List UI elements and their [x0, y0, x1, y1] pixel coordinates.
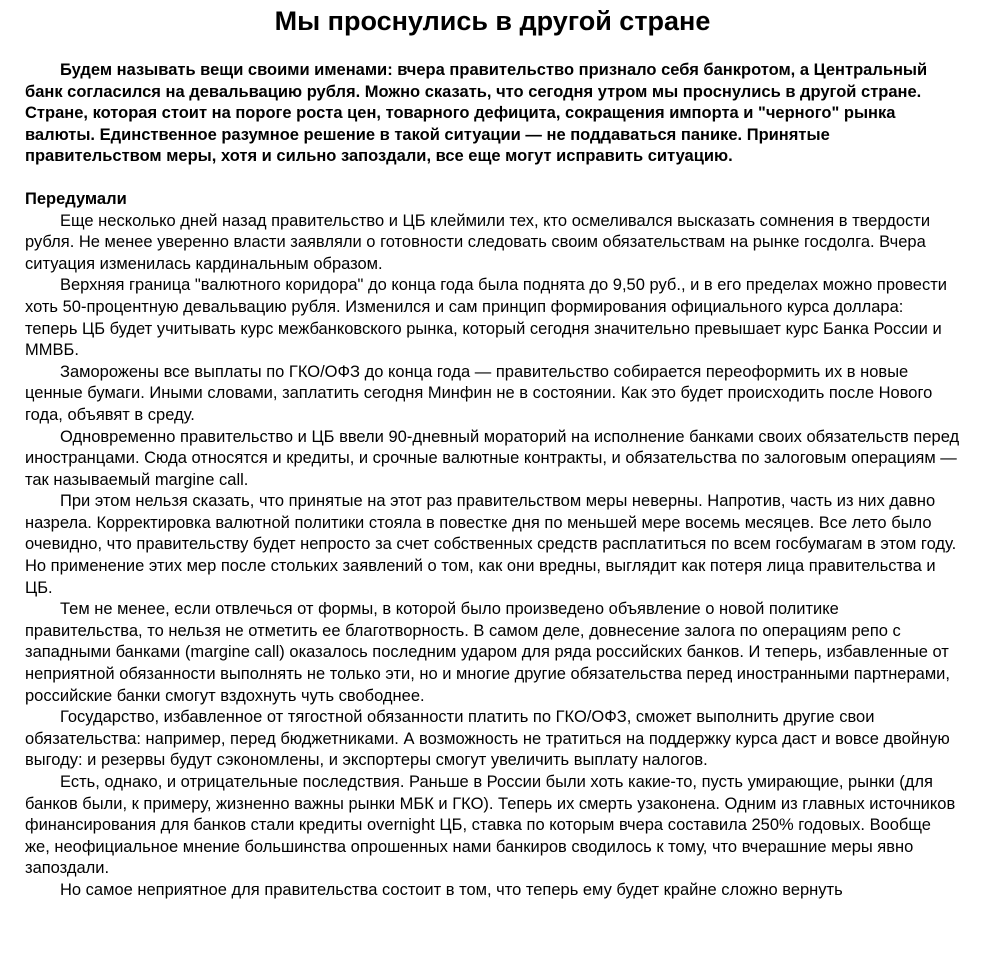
paragraph: Заморожены все выплаты по ГКО/ОФЗ до конца года — правительство собирается переоформить их в новые ценные бумаги. Иными словами, заплатить сегодня Минфин не в состоянии. Как это будет происходить после Нового года, объявят в среду.	[25, 362, 933, 424]
paragraph: Есть, однако, и отрицательные последствия. Раньше в России были хоть какие-то, пусть умирающие, рынки (для банков были, к примеру, жизненно важны рынки МБК и ГКО). Теперь их смерть узаконена. Одним из главных источников финансирования для банков стали кредиты overnight ЦБ, ставка по которым вчера составила 250% годовых. Вообще же, неофициальное мнение большинства опрошенных нами банкиров сводилось к тому, что вчерашние меры явно запоздали.	[25, 773, 956, 878]
paragraph: Тем не менее, если отвлечься от формы, в которой было произведено объявление о новой политике правительства, то нельзя не отметить ее благотворность. В самом деле, довнесение залога по операциям репо с западными банками (margine call) оказалось последним ударом для ряда российских банков. И теперь, избавленные от неприятной обязанности выполнять не только эти, но и многие другие обязательства перед иностранными партнерами, российские банки смогут вздохнуть чуть свободнее.	[25, 600, 950, 705]
page-title: Мы проснулись в другой стране	[274, 6, 711, 36]
paragraph: Верхняя граница "валютного коридора" до конца года была поднята до 9,50 руб., и в его пределах можно провести хоть 50-процентную девальвацию рубля. Изменился и сам принцип формирования официального курса доллара: теперь ЦБ будет учитывать курс межбанковского рынка, который сегодня значительно превышает курс Банка России и ММВБ.	[25, 276, 947, 360]
section-heading: Передумали	[25, 189, 127, 208]
article	[25, 0, 960, 902]
paragraph: Еще несколько дней назад правительство и ЦБ клеймили тех, кто осмеливался высказать сомнения в твердости рубля. Не менее уверенно власти заявляли о готовности следовать своим обязательствам на рынке госдолга. Вчера ситуация изменилась кардинальным образом.	[25, 211, 931, 273]
article-lead: Будем называть вещи своими именами: вчера правительство признало себя банкротом, а Центральный банк согласился на девальвацию рубля. Можно сказать, что сегодня утром мы проснулись в другой стране. Стране, которая стоит на пороге роста цен, товарного дефицита, сокращения импорта и "черного" рынка валюты. Единственное разумное решение в такой ситуации — не поддаваться панике. Принятые правительством меры, хотя и сильно запоздали, все еще могут исправить ситуацию.	[25, 61, 928, 166]
paragraph: Государство, избавленное от тягостной обязанности платить по ГКО/ОФЗ, сможет выполнить другие свои обязательства: например, перед бюджетниками. А возможность не тратиться на поддержку курса даст и вовсе двойную выгоду: и резервы будут сэкономлены, и экспортеры смогут увеличить выплату налогов.	[25, 708, 950, 770]
paragraph: Но самое неприятное для правительства состоит в том, что теперь ему будет крайне сложно вернуть	[60, 880, 843, 899]
paragraph: При этом нельзя сказать, что принятые на этот раз правительством меры неверны. Напротив, часть из них давно назрела. Корректировка валютной политики стояла в повестке дня по меньшей мере восемь месяцев. Все лето было очевидно, что правительству будет непросто за счет собственных средств расплатиться по всем госбумагам в этом году. Но применение этих мер после стольких заявлений о том, как они вредны, выглядит как потеря лица правительства и ЦБ.	[25, 492, 957, 597]
paragraph: Одновременно правительство и ЦБ ввели 90-дневный мораторий на исполнение банками своих обязательств перед иностранцами. Сюда относятся и кредиты, и срочные валютные контракты, и обязательства по залоговым операциям — так называемый margine call.	[25, 427, 960, 489]
